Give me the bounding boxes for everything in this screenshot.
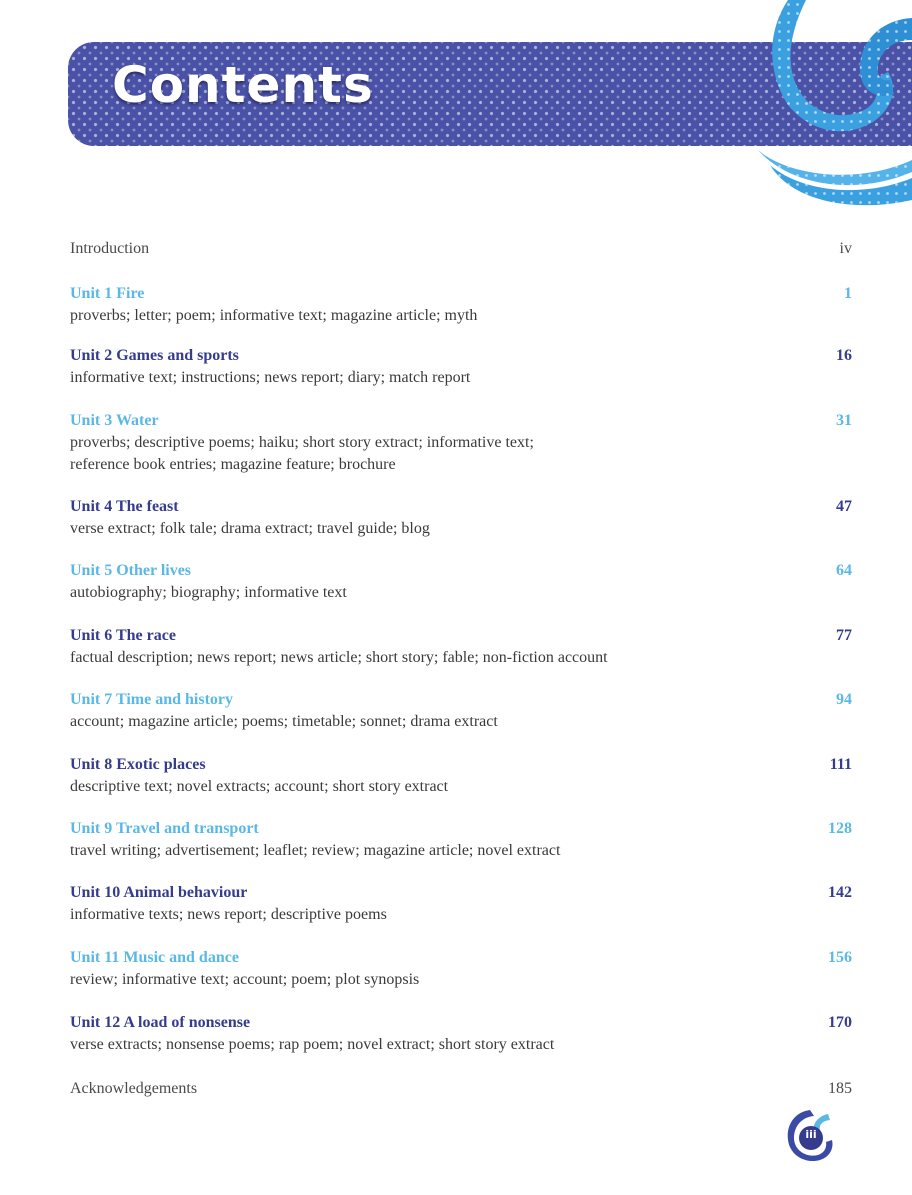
unit-title: Unit 8 Exotic places [70, 756, 206, 773]
toc-entry-title: Introduction [70, 240, 150, 257]
unit-description: proverbs; descriptive poems; haiku; short story extract; informative text; [70, 434, 534, 451]
unit-description: review; informative text; account; poem; plot synopsis [70, 971, 420, 988]
unit-page: 47 [836, 498, 852, 515]
unit-page: 142 [828, 884, 852, 901]
unit-title: Unit 4 The feast [70, 498, 179, 515]
unit-page: 111 [829, 756, 852, 773]
unit-description: informative texts; news report; descriptive poems [70, 906, 387, 923]
unit-title: Unit 7 Time and history [70, 691, 233, 708]
toc-row-acknowledgements[interactable] [70, 1078, 852, 1100]
unit-title: Unit 9 Travel and transport [70, 820, 259, 837]
toc-entry-page: 185 [828, 1080, 852, 1097]
toc-row-unit-5[interactable] [70, 560, 852, 604]
toc-row-unit-2[interactable] [70, 345, 852, 389]
unit-page: 31 [836, 412, 852, 429]
unit-page: 94 [836, 691, 852, 708]
unit-title: Unit 5 Other lives [70, 562, 192, 579]
toc-entry-page: iv [839, 240, 852, 257]
unit-title: Unit 12 A load of nonsense [70, 1014, 251, 1031]
toc-row-unit-7[interactable] [70, 689, 852, 733]
unit-title: Unit 6 The race [70, 627, 176, 644]
unit-title: Unit 10 Animal behaviour [70, 884, 248, 901]
toc-row-unit-6[interactable] [70, 625, 852, 669]
unit-page: 16 [836, 347, 852, 364]
unit-page: 1 [844, 285, 852, 302]
unit-page: 77 [836, 627, 852, 644]
unit-page: 128 [828, 820, 852, 837]
toc-row-unit-8[interactable] [70, 754, 852, 798]
page-title: Contents [112, 56, 374, 114]
unit-description: account; magazine article; poems; timetable; sonnet; drama extract [70, 713, 498, 730]
unit-title: Unit 1 Fire [70, 285, 145, 302]
toc-row-unit-11[interactable] [70, 947, 852, 991]
unit-page: 64 [836, 562, 852, 579]
unit-description: descriptive text; novel extracts; account; short story extract [70, 778, 449, 795]
toc-row-unit-10[interactable] [70, 882, 852, 926]
toc-row-unit-12[interactable] [70, 1012, 852, 1056]
unit-title: Unit 11 Music and dance [70, 949, 239, 966]
table-of-contents [70, 238, 852, 1108]
unit-description: verse extract; folk tale; drama extract; travel guide; blog [70, 520, 430, 537]
unit-description: travel writing; advertisement; leaflet; review; magazine article; novel extract [70, 842, 561, 859]
unit-description: factual description; news report; news article; short story; fable; non-fiction account [70, 649, 608, 666]
unit-description: proverbs; letter; poem; informative text; magazine article; myth [70, 307, 478, 324]
toc-entry-title: Acknowledgements [70, 1080, 198, 1097]
toc-row-unit-9[interactable] [70, 818, 852, 862]
unit-title: Unit 3 Water [70, 412, 159, 429]
unit-title: Unit 2 Games and sports [70, 347, 239, 364]
toc-row-unit-1[interactable] [70, 283, 852, 327]
unit-description: informative text; instructions; news report; diary; match report [70, 369, 471, 386]
toc-row-unit-3[interactable] [70, 410, 852, 476]
unit-page: 156 [828, 949, 852, 966]
unit-page: 170 [828, 1014, 852, 1031]
unit-description-line-2: reference book entries; magazine feature; brochure [70, 456, 396, 473]
toc-row-unit-4[interactable] [70, 496, 852, 540]
unit-description: verse extracts; nonsense poems; rap poem; novel extract; short story extract [70, 1036, 555, 1053]
unit-description: autobiography; biography; informative text [70, 584, 347, 601]
toc-row-introduction[interactable] [70, 238, 852, 260]
page-number: iii [805, 1128, 817, 1141]
swirl-decoration-icon [748, 0, 912, 210]
